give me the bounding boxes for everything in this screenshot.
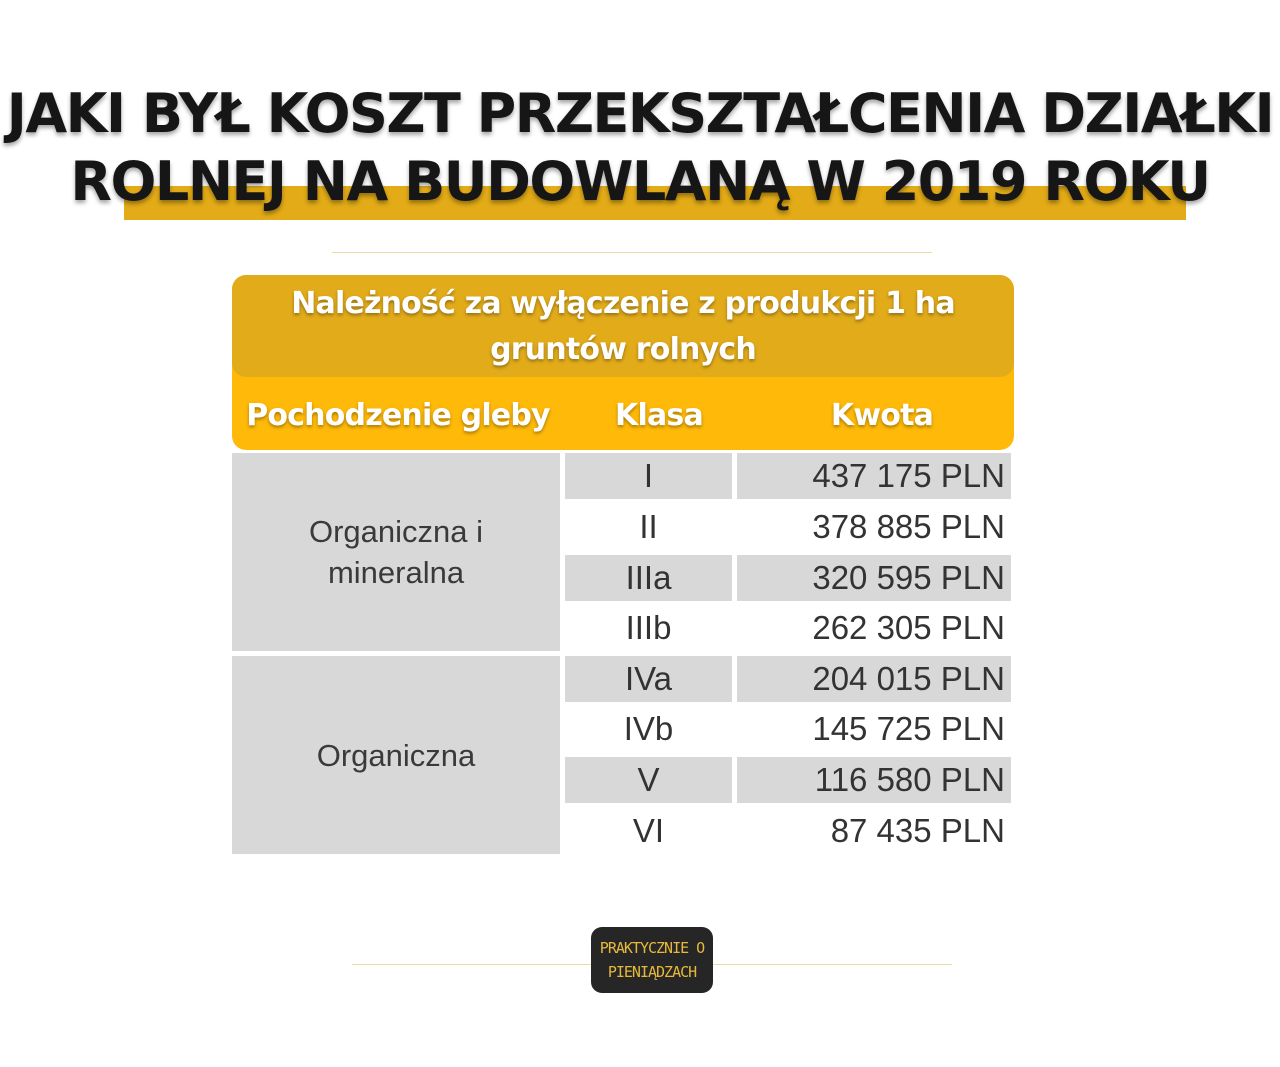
table-row: [565, 706, 1011, 752]
origin-label: Organiczna i mineralna: [308, 514, 484, 590]
page-title-line-1: JAKI BYŁ KOSZT PRZEKSZTAŁCENIA DZIAŁKI: [6, 82, 1274, 145]
table-row: [565, 453, 1011, 499]
amount-cell: 204 015 PLN: [737, 656, 1011, 702]
table-header: [232, 275, 1014, 450]
table-row: [565, 504, 1011, 550]
table-caption-band: [232, 275, 1014, 377]
amount-cell: 262 305 PLN: [812, 609, 1005, 646]
amount-cell: 116 580 PLN: [737, 757, 1011, 803]
table-row: [565, 656, 1011, 702]
table-row: [565, 555, 1011, 601]
logo-line-2: PIENIĄDZACH: [607, 963, 697, 981]
origin-label: Organiczna: [316, 737, 476, 773]
amount-cell: 378 885 PLN: [812, 508, 1005, 545]
top-divider: [332, 252, 932, 253]
class-cell: VI: [632, 812, 665, 849]
class-cell: I: [565, 453, 732, 499]
table-caption-line-1: Należność za wyłączenie z produkcji 1 ha: [291, 286, 955, 321]
column-header-amount: Kwota: [830, 398, 934, 433]
page-title-line-2: ROLNEJ NA BUDOWLANĄ W 2019 ROKU: [70, 150, 1210, 213]
class-cell: IVb: [623, 710, 674, 747]
origin-cell-organic: [232, 656, 560, 854]
table-row: [565, 605, 1011, 651]
class-cell: IVa: [565, 656, 732, 702]
logo-line-1: PRAKTYCZNIE O: [599, 939, 705, 957]
table-caption-line-2: gruntów rolnych: [490, 332, 756, 367]
table-row: [565, 757, 1011, 803]
table-caption: [232, 281, 1014, 373]
class-cell: V: [565, 757, 732, 803]
amount-cell: 145 725 PLN: [812, 710, 1005, 747]
class-cell: IIIb: [625, 609, 672, 646]
amount-cell: 437 175 PLN: [737, 453, 1011, 499]
class-cell: IIIa: [565, 555, 732, 601]
origin-cell-organic-mineral: [232, 453, 560, 651]
brand-logo: [591, 927, 713, 993]
class-cell: II: [639, 508, 658, 545]
table-row: [565, 808, 1011, 854]
amount-cell: 320 595 PLN: [737, 555, 1011, 601]
column-header-origin: Pochodzenie gleby: [246, 398, 550, 433]
column-header-class: Klasa: [615, 398, 703, 433]
amount-cell: 87 435 PLN: [830, 812, 1005, 849]
